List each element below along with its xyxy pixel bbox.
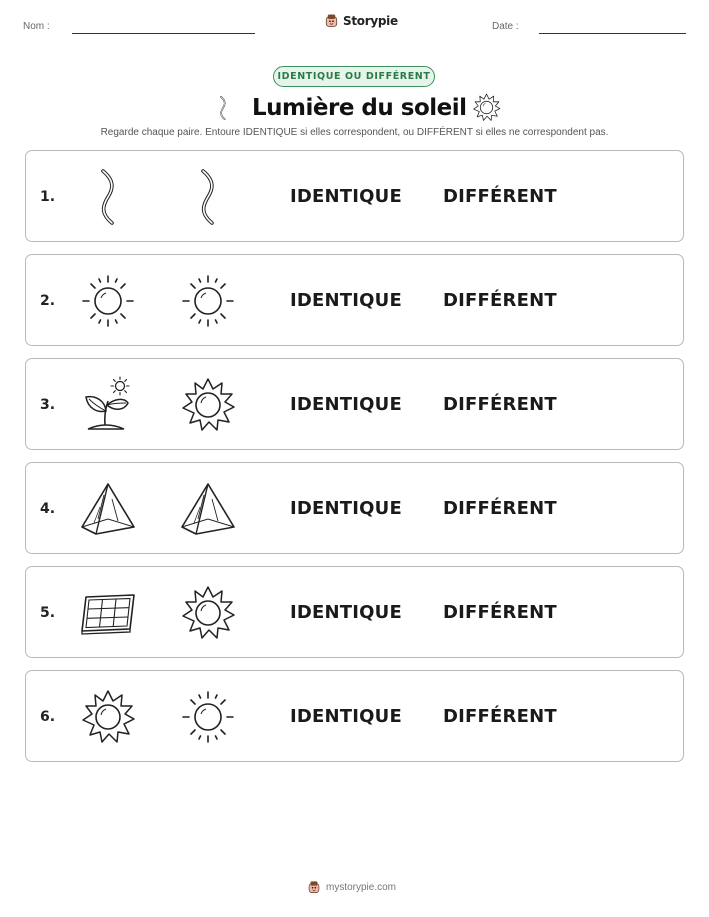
identique-option[interactable]: IDENTIQUE [290,602,402,623]
different-option[interactable]: DIFFÉRENT [443,290,557,311]
sun-icon [178,271,238,331]
footer-url[interactable]: mystorypie.com [326,881,397,893]
question-number: 2. [40,293,56,309]
question-number: 1. [40,189,56,205]
identique-option[interactable]: IDENTIQUE [290,394,402,415]
question-row-6 [25,670,684,762]
prism-icon [78,479,138,539]
sunray-wave-icon [78,167,138,227]
name-line[interactable] [72,33,255,34]
sunflower-sun-icon [178,583,238,643]
date-line[interactable] [539,33,686,34]
different-option[interactable]: DIFFÉRENT [443,602,557,623]
solar-panel-icon [78,583,138,643]
question-row-5 [25,566,684,658]
storypie-logo-icon [307,880,321,894]
identique-option[interactable]: IDENTIQUE [290,498,402,519]
question-number: 5. [40,605,56,621]
title-row [0,91,709,125]
identique-option[interactable]: IDENTIQUE [290,186,402,207]
sunflower-sun-icon [78,687,138,747]
question-number: 4. [40,501,56,517]
page-title: Lumière du soleil [252,95,467,121]
sunflower-sun-icon [471,92,502,123]
date-label: Date : [492,21,519,32]
sunflower-sun-icon [178,375,238,435]
sprout-icon [78,375,138,435]
sunray-wave-icon [178,167,238,227]
name-label: Nom : [23,21,50,32]
question-row-2 [25,254,684,346]
question-number: 6. [40,709,56,725]
question-number: 3. [40,397,56,413]
sunray-wave-icon [210,93,236,123]
identique-option[interactable]: IDENTIQUE [290,706,402,727]
instructions: Regarde chaque paire. Entoure IDENTIQUE si elles correspondent, ou DIFFÉRENT si elles ne correspondent pas. [100,127,609,138]
question-row-1 [25,150,684,242]
sun-icon [78,271,138,331]
different-option[interactable]: DIFFÉRENT [443,706,557,727]
footer [307,880,396,894]
question-row-4 [25,462,684,554]
different-option[interactable]: DIFFÉRENT [443,498,557,519]
storypie-logo-icon [324,13,339,28]
sun-icon [178,687,238,747]
different-option[interactable]: DIFFÉRENT [443,186,557,207]
question-row-3 [25,358,684,450]
worksheet-type-badge: IDENTIQUE OU DIFFÉRENT [273,66,435,87]
brand-logo [324,13,398,28]
identique-option[interactable]: IDENTIQUE [290,290,402,311]
prism-icon [178,479,238,539]
different-option[interactable]: DIFFÉRENT [443,394,557,415]
brand-name: Storypie [343,13,398,28]
